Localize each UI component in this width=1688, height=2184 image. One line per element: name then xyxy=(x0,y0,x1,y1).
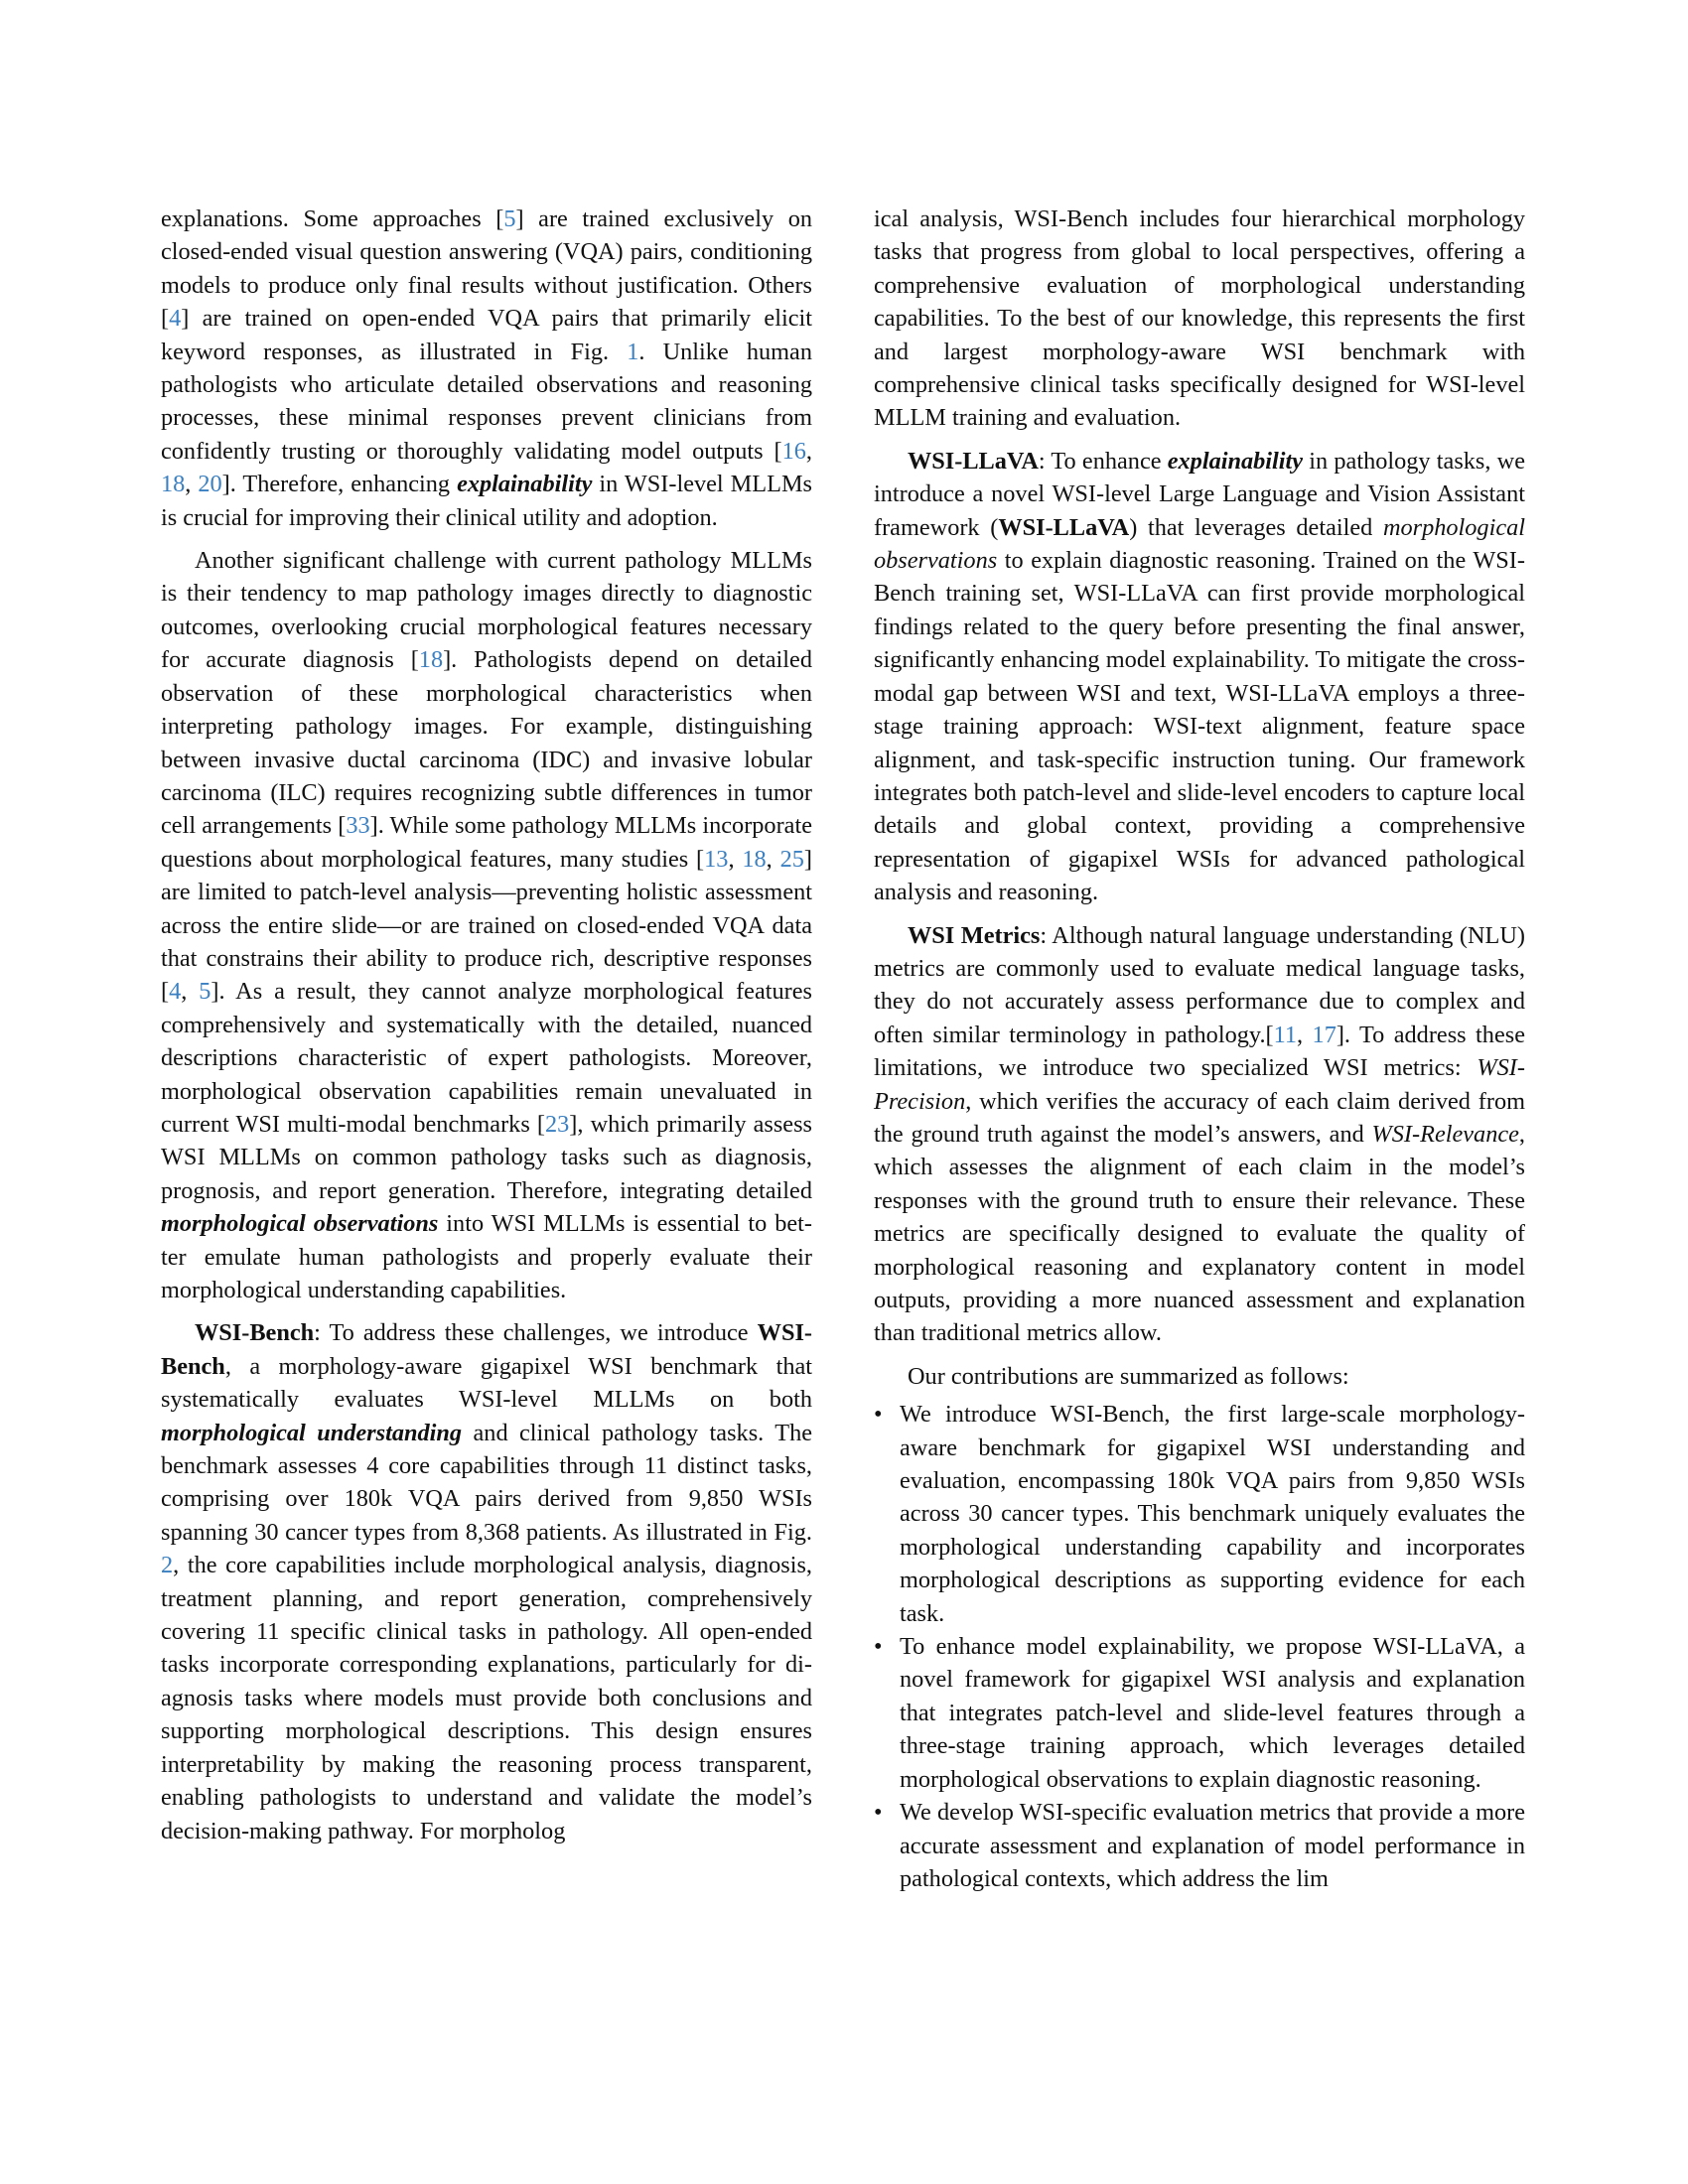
citation-link[interactable]: 5 xyxy=(503,205,516,232)
text-run: : Although natural language understanding (NLU) metrics are commonly used to evaluate medical language tasks, they do not accurately assess performance due to complex and often similar terminology in pathology.[ xyxy=(874,921,1526,1048)
separator: , xyxy=(185,471,199,498)
separator: , xyxy=(805,437,812,465)
text-run: . Unlike human pathologists who articulate detailed observations and reasoning processes, these minimal responses prevent clinicians from confidently trusting or thoroughly validating model outputs [ xyxy=(161,338,812,465)
heading-wsi-llava: WSI-LLaVA xyxy=(908,447,1039,475)
citation-link[interactable]: 4 xyxy=(169,305,182,333)
text-run: ]. Therefore, enhancing xyxy=(221,471,458,498)
emphasis-explainability: explainability xyxy=(457,471,593,498)
separator: , xyxy=(728,845,743,873)
text-run: ) that leverages detailed xyxy=(1129,513,1383,541)
contribution-item: • To enhance model explainability, we propose WSI-LLaVA, a novel framework for gigapixel WSI analysis and explanation that integrates patch-level and slide-level features through a three-stage training approach, which leverages detailed morphological observations to explain diagnostic reasoning. xyxy=(874,1630,1525,1796)
citation-link[interactable]: 4 xyxy=(169,978,182,1006)
heading-wsi-metrics: WSI Metrics xyxy=(908,921,1041,949)
paragraph-challenge xyxy=(161,544,812,1306)
italic-morphological-observations: morphological observations xyxy=(874,513,1526,575)
citation-link[interactable]: 33 xyxy=(346,812,370,840)
citation-link[interactable]: 18 xyxy=(742,845,767,873)
text-run: ]. While some pathology MLLMs incorporate questions about morphological features, many studies [ xyxy=(161,812,812,873)
text-run: ]. To address these limitations, we introduce two specialized WSI metrics: xyxy=(874,1021,1525,1082)
text-run: ]. As a result, they cannot analyze morphological features comprehensively and systematically with the detailed, nuanced descriptions characteristic of expert pathologists. Moreover, morphological observation capabilities remain unevaluated in current WSI multi-modal benchmarks [ xyxy=(161,978,812,1138)
citation-link[interactable]: 23 xyxy=(544,1110,570,1138)
text-run: ] are trained on open-ended VQA pairs that primarily elicit keyword responses, as illustrated in Fig. xyxy=(161,305,812,365)
text-run: : To enhance xyxy=(1038,447,1168,475)
citation-link[interactable]: 11 xyxy=(1273,1021,1298,1048)
contributions-list xyxy=(874,1398,1525,1895)
emphasis-explainability: explainability xyxy=(1167,447,1304,475)
text-run: ]. Pathologists depend on detailed observation of these morphological characteristics when interpreting pathology images. For example, distinguishing between invasive ductal carcinoma (IDC) and invasive lobular carcinoma (ILC) requires recognizing subtle differences in tumor cell arrangements [ xyxy=(161,646,812,840)
separator: , xyxy=(181,978,200,1006)
paragraph-explanations xyxy=(161,203,812,534)
paragraph-contributions-intro xyxy=(874,1360,1525,1393)
heading-wsi-bench: WSI-Bench xyxy=(195,1319,315,1347)
text-run: and clinical pathology tasks. The benchmark assesses 4 core capabilities through 11 distinct tasks, comprising over 180k VQA pairs derived from 9,850 WSIs spanning 30 cancer types from 8,368 patients. As illustrated in Fig. xyxy=(161,1419,812,1546)
text-run: , a morphology-aware gigapixel WSI benchmark that systematically evaluates WSI-level MLLMs on both xyxy=(161,1352,812,1414)
citation-link[interactable]: 18 xyxy=(418,646,444,674)
left-column xyxy=(161,203,812,1847)
paragraph-wsi-bench xyxy=(161,1316,812,1847)
citation-link[interactable]: 13 xyxy=(704,845,729,873)
text-run: in pathology tasks, we introduce a novel WSI-level Large Language and Vision Assistant framework ( xyxy=(874,447,1525,541)
text-run: ] are trained exclusively on closed-ended visual question answering (VQA) pairs, conditioning models to produce only final results without justification. Others [ xyxy=(161,205,812,333)
citation-link[interactable]: 5 xyxy=(199,978,211,1006)
bold-wsi-bench: WSI-Bench xyxy=(161,1319,812,1380)
figure-link[interactable]: 2 xyxy=(161,1552,174,1579)
text-run: : To address these challenges, we introduce xyxy=(314,1319,758,1347)
text-run: Another significant challenge with current pathology MLLMs is their tendency to map pathology images directly to diagnostic outcomes, overlooking crucial morphological features necessary for accurate diagnosis [ xyxy=(161,547,812,674)
paragraph-morphological-analysis xyxy=(874,203,1525,435)
text-run: explanations. Some approaches [ xyxy=(161,205,504,232)
emphasis-morphological-observations: morphological observations xyxy=(161,1210,439,1238)
paragraph-wsi-metrics xyxy=(874,919,1525,1350)
contribution-item: • We develop WSI-specific evaluation metrics that provide a more accurate assessment and explanation of model performance in pathological contexts, which address the lim xyxy=(874,1796,1525,1895)
text-run: , which verifies the accuracy of each claim derived from the ground truth against the model’s answers, and xyxy=(874,1087,1525,1148)
citation-link[interactable]: 16 xyxy=(781,437,806,465)
citation-link[interactable]: 25 xyxy=(779,845,804,873)
citation-link[interactable]: 20 xyxy=(198,471,222,498)
italic-wsi-relevance: WSI-Relevance xyxy=(1371,1120,1519,1148)
separator: , xyxy=(766,845,780,873)
text-run: ] are limited to patch-level analysis—preventing holistic assessment across the entire slide—or are trained on closed-ended VQA data that constrains their ability to produce rich, descriptive responses [ xyxy=(161,845,812,1006)
figure-link[interactable]: 1 xyxy=(627,338,639,365)
right-column xyxy=(874,203,1525,1895)
text-run: Our contributions are summarized as follows: xyxy=(908,1362,1349,1390)
separator: , xyxy=(1297,1021,1313,1048)
text-run: in WSI-level MLLMs is crucial for improving their clinical utility and adoption. xyxy=(161,471,813,531)
bold-wsi-llava: WSI-LLaVA xyxy=(998,513,1130,541)
citation-link[interactable]: 17 xyxy=(1312,1021,1336,1048)
text-run: , the core capabilities include morphological analysis, diagnosis, treatment planning, and report generation, comprehensively covering 11 specific clinical tasks in pathology. All open-ended tasks incorporate corresponding explanations, particularly for diagnosis tasks where models must provide both conclusions and supporting morphological descriptions. This design ensures interpretability by making the reasoning process transparent, enabling pathologists to understand and validate the model’s decision-making pathway. For morpholog xyxy=(161,1552,812,1844)
contribution-item: • We introduce WSI-Bench, the first large-scale morphology-aware benchmark for gigapixel WSI understanding and evaluation, encompassing 180k VQA pairs from 9,850 WSIs across 30 cancer types. This benchmark uniquely evaluates the morphological understanding capability and incorporates morphological descriptions as supporting evidence for each task. xyxy=(874,1398,1525,1630)
citation-link[interactable]: 18 xyxy=(161,471,186,498)
text-run: into WSI MLLMs is essential to better emulate human pathologists and properly evaluate their morphological understanding capabilities. xyxy=(161,1210,812,1303)
text-run: to explain diagnostic reasoning. Trained on the WSI-Bench training set, WSI-LLaVA can first provide morphological findings related to the query before presenting the final answer, significantly enhancing model explainability. To mitigate the cross-modal gap between WSI and text, WSI-LLaVA employs a three-stage training approach: WSI-text alignment, feature space alignment, and task-specific instruction tuning. Our framework integrates both patch-level and slide-level encoders to capture local details and global context, providing a comprehensive representation of gigapixel WSIs for advanced pathological analysis and reasoning. xyxy=(874,547,1525,906)
text-run: , which assesses the alignment of each claim in the model’s responses with the ground truth to ensure their relevance. These metrics are specifically designed to evaluate the quality of morphological reasoning and explanatory content in model outputs, providing a more nuanced assessment and explanation than traditional metrics allow. xyxy=(874,1120,1525,1347)
text-run: ], which primarily assess WSI MLLMs on common pathology tasks such as diagnosis, prognosis, and report generation. Therefore, integrating detailed xyxy=(161,1110,812,1204)
italic-wsi-precision: WSI-Precision xyxy=(874,1054,1525,1115)
paragraph-wsi-llava xyxy=(874,445,1525,909)
emphasis-morphological-understanding: morphological understanding xyxy=(161,1419,463,1446)
text-run: ical analysis, WSI-Bench includes four hierarchical morphology tasks that progress from global to local perspectives, offering a comprehensive evaluation of morphological understanding capabilities. To the best of our knowledge, this represents the first and largest morphology-aware WSI benchmark with comprehensive clinical tasks specifically designed for WSI-level MLLM training and evaluation. xyxy=(874,205,1525,432)
